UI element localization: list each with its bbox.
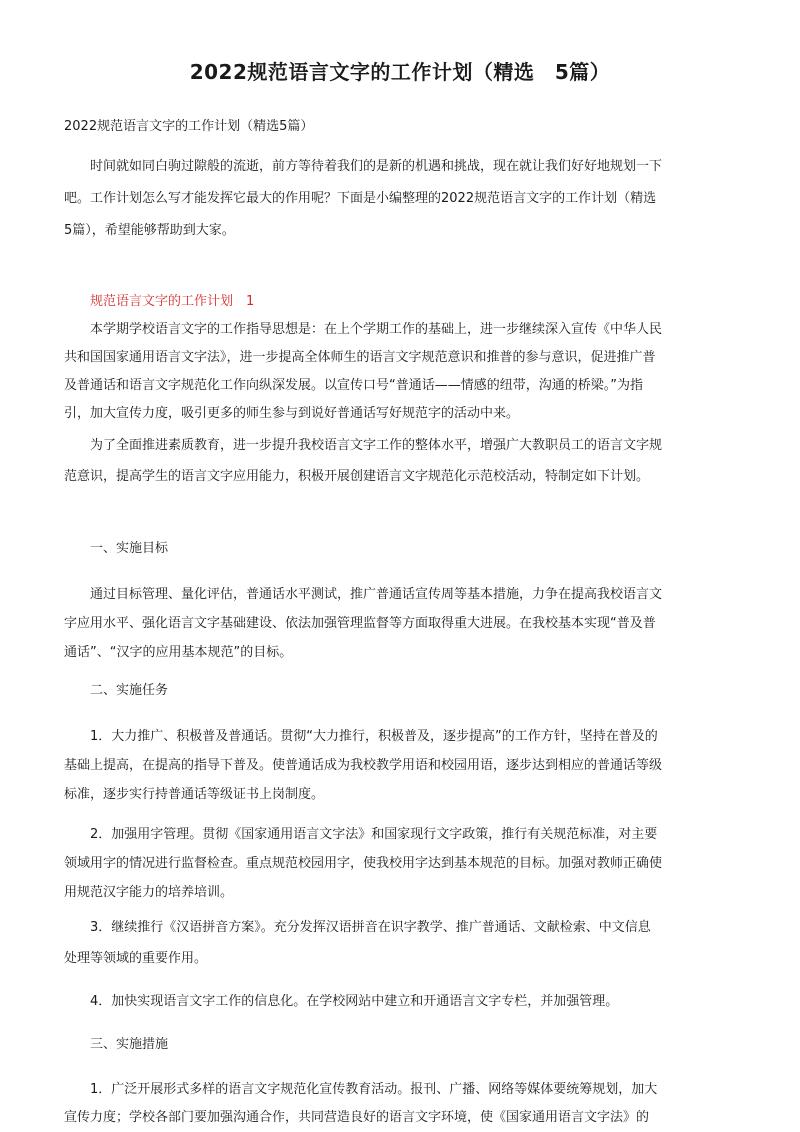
heading-tasks: 二、实施任务 bbox=[90, 683, 169, 698]
task-item-2: 2．加强用字管理。贯彻《国家通用语言文字法》和国家现行文字政策，推行有关规范标准，对主要领域用字的情况进行监督检查。重点规范校园用字，使我校用字达到基本规范的目标。加强对教师正确使用规范汉字能力的培养培训。 bbox=[64, 827, 663, 900]
heading-goals: 一、实施目标 bbox=[90, 541, 169, 556]
paragraph-guiding-thought: 本学期学校语言文字的工作指导思想是：在上个学期工作的基础上，进一步继续深入宣传《中华人民共和国国家通用语言文字法》，进一步提高全体师生的语言文字规范意识和推普的参与意识，促进推广普及普通话和语言文字规范化工作向纵深发展。以宣传口号“普通话——情感的纽带，沟通的桥梁。”为指引，加大宣传力度，吸引更多的师生参与到说好普通话写好规范字的活动中来。 bbox=[64, 322, 663, 421]
document-title: 2022规范语言文字的工作计划（精选 5篇） bbox=[189, 60, 611, 84]
task-item-1: 1．大力推广、积极普及普通话。贯彻“大力推行，积极普及，逐步提高”的工作方针，坚持在普及的基础上提高，在提高的指导下普及。使普通话成为我校教学用语和校园用语，逐步达到相应的普通话等级标准，逐步实行持普通话等级证书上岗制度。 bbox=[64, 729, 663, 802]
paragraph-goals: 通过目标管理、量化评估，普通话水平测试，推广普通话宣传周等基本措施，力争在提高我校语言文字应用水平、强化语言文字基础建设、依法加强管理监督等方面取得重大进展。在我校基本实现“普及普通话”、“汉字的应用基本规范”的目标。 bbox=[64, 587, 663, 660]
intro-paragraph: 时间就如同白驹过隙般的流逝，前方等待着我们的是新的机遇和挑战，现在就让我们好好地规划一下吧。工作计划怎么写才能发挥它最大的作用呢？下面是小编整理的2022规范语言文字的工作计划（精选5篇），希望能够帮助到大家。 bbox=[64, 159, 663, 238]
measure-item-1: 1．广泛开展形式多样的语言文字规范化宣传教育活动。报刊、广播、网络等媒体要统筹规划，加大宣传力度；学校各部门要加强沟通合作，共同营造良好的语言文字环境，使《国家通用语言文字法》的 bbox=[64, 1082, 658, 1125]
section-heading: 规范语言文字的工作计划 1 bbox=[90, 294, 255, 309]
paragraph-purpose: 为了全面推进素质教育，进一步提升我校语言文字工作的整体水平，增强广大教职员工的语言文字规范意识，提高学生的语言文字应用能力，积极开展创建语言文字规范化示范校活动，特制定如下计划。 bbox=[64, 438, 663, 484]
document-subtitle: 2022规范语言文字的工作计划（精选5篇） bbox=[64, 119, 314, 134]
heading-measures: 三、实施措施 bbox=[90, 1037, 169, 1052]
task-item-3: 3．继续推行《汉语拼音方案》。充分发挥汉语拼音在识字教学、推广普通话、文献检索、中文信息处理等领域的重要作用。 bbox=[64, 920, 651, 966]
task-item-4: 4．加快实现语言文字工作的信息化。在学校网站中建立和开通语言文字专栏，并加强管理。 bbox=[90, 994, 619, 1009]
